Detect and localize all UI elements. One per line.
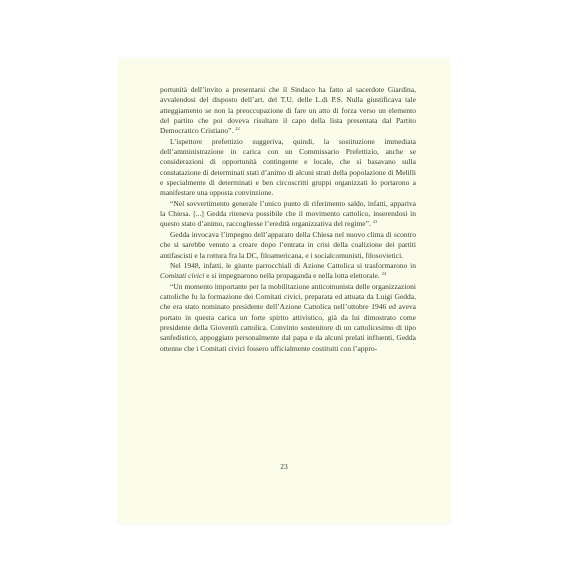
paragraph-text: e si impegnarono nella propaganda e nella lotta elettorale. — [204, 271, 380, 281]
footnote-ref: 23 — [372, 219, 378, 225]
paragraph — [160, 261, 416, 282]
quotation-paragraph — [160, 199, 416, 230]
paragraph — [160, 230, 416, 261]
paragraph-text: “Un momento importante per la mobilitazione anticomunista delle organizzazioni cattoliche fu la formazione dei Comitati civici, preparata ed attuata da Luigi Gedda, che era stato nominato presidente dell’Azione Cattolica nell’ottobre 1946 ed aveva portato in questa carica un forte spirito attivistico, già da lui dimostrato come presidente della Gioventù cattolica. Convinto sostenitore di un cattolicesimo di tipo sanfedistico, appoggiato personalmente dal papa e da alcuni prelati influenti, Gedda ottenne che i Comitati civici fossero ufficialmente costituiti con l’appro- — [160, 281, 416, 353]
footnote-ref: 24 — [381, 271, 387, 277]
paragraph-text: Nel 1948, infatti, le giunte parrocchiali di Azione Cattolica si trasformarono in — [170, 260, 416, 270]
paragraph — [160, 137, 416, 199]
page-number: 23 — [280, 462, 288, 471]
quotation-paragraph — [160, 282, 416, 354]
page-body-text — [160, 85, 416, 354]
paragraph-text: Gedda invocava l’impegno dell’apparato della Chiesa nel nuovo clima di scontro che si sarebbe venuto a creare dopo l’entrata in crisi della coalizione dei partiti antifascisti e la rottura fra la DC, filoamericana, e i socialcomunisti, filosovietici. — [160, 229, 416, 260]
book-page — [118, 58, 450, 524]
paragraph-text: L’ispettore prefettizio suggeriva, quindi, la sostituzione immediata dell’amministrazione in carica con un Commissario Prefettizio, anche se considerazioni di opportunità contingente e locale, che si basavano sulla constatazione di determinati stati d’animo di alcuni strati della popolazione di Melilli e specialmente di determinati e ben circoscritti gruppi organizzati lo portarono a manifestare una opposta convinzione. — [160, 136, 416, 198]
footnote-ref: 22 — [235, 126, 240, 132]
paragraph-text: “Nel sovvertimento generale l’unico punto di riferimento saldo, infatti, appariva la Chiesa. [...] Gedda riteneva possibile che il movimento cattolico, inserendosi in questo stato d’animo, raccogliesse l’eredità organizzativa del regime”. — [160, 198, 416, 229]
paragraph — [160, 85, 416, 137]
paragraph-text: portunità dell’invito a presentarsi che il Sindaco ha fatto al sacerdote Giardina, avvalendosi del disposto dell’art. del T.U. delle L.di P.S. Nulla giustificava tale atteggiamento se non la preoccupazione di fare un atto di forza verso un elemento del partito che poi doveva risultare il capo della lista presentata dal Partito Democratico Cristiano”. — [160, 85, 416, 136]
italic-term: Comitati civici — [160, 271, 205, 281]
